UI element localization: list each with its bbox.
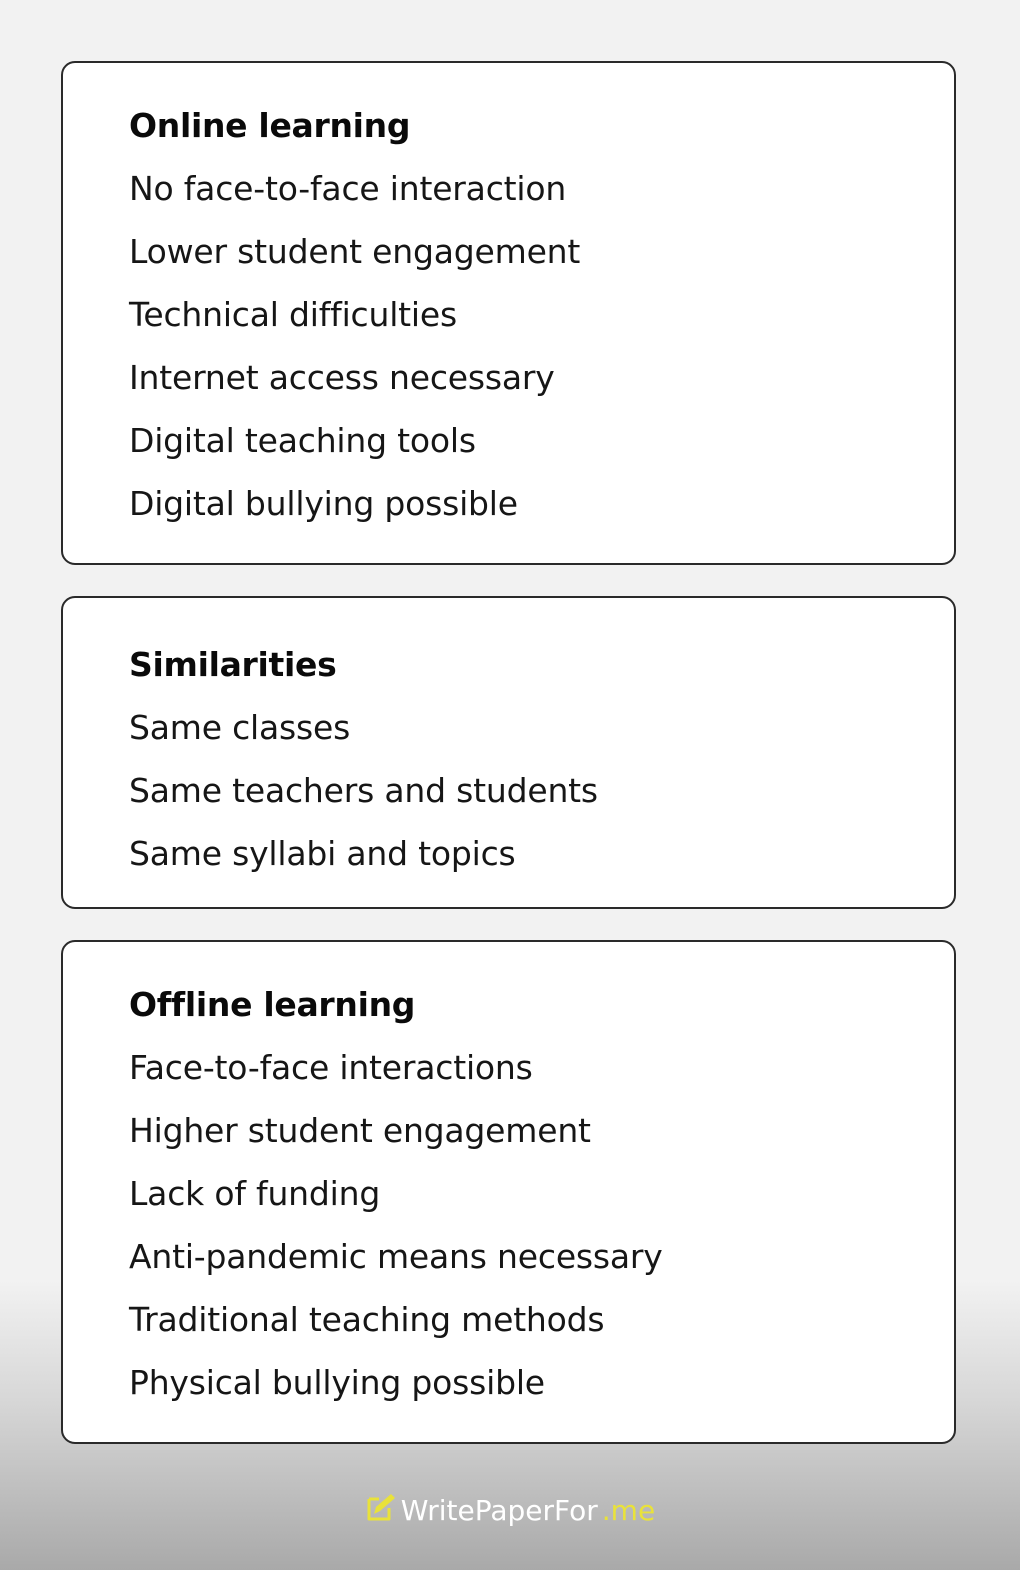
online-learning-card xyxy=(61,61,956,565)
footer xyxy=(0,1488,1020,1532)
list-item: Digital bullying possible xyxy=(129,484,518,523)
list-item: Traditional teaching methods xyxy=(129,1300,605,1339)
list-item: Face-to-face interactions xyxy=(129,1048,533,1087)
similarities-card xyxy=(61,596,956,909)
online-learning-title: Online learning xyxy=(129,106,411,145)
online-learning-list xyxy=(129,169,580,547)
list-item: Technical difficulties xyxy=(129,295,457,334)
list-item: Physical bullying possible xyxy=(129,1363,545,1402)
similarities-title: Similarities xyxy=(129,645,337,684)
list-item: Internet access necessary xyxy=(129,358,555,397)
list-item: Same syllabi and topics xyxy=(129,834,516,873)
list-item: Same classes xyxy=(129,708,351,747)
list-item: Digital teaching tools xyxy=(129,421,476,460)
offline-learning-title: Offline learning xyxy=(129,985,416,1024)
list-item: No face-to-face interaction xyxy=(129,169,567,208)
site-logo[interactable] xyxy=(365,1491,655,1530)
pencil-note-icon xyxy=(365,1491,397,1530)
logo-text-accent: .me xyxy=(601,1493,656,1527)
offline-learning-card xyxy=(61,940,956,1444)
offline-learning-list xyxy=(129,1048,663,1426)
list-item: Higher student engagement xyxy=(129,1111,591,1150)
list-item: Anti-pandemic means necessary xyxy=(129,1237,663,1276)
logo-text-main: WritePaperFor xyxy=(400,1493,598,1527)
similarities-list xyxy=(129,708,598,897)
list-item: Lack of funding xyxy=(129,1174,381,1213)
list-item: Same teachers and students xyxy=(129,771,598,810)
list-item: Lower student engagement xyxy=(129,232,581,271)
